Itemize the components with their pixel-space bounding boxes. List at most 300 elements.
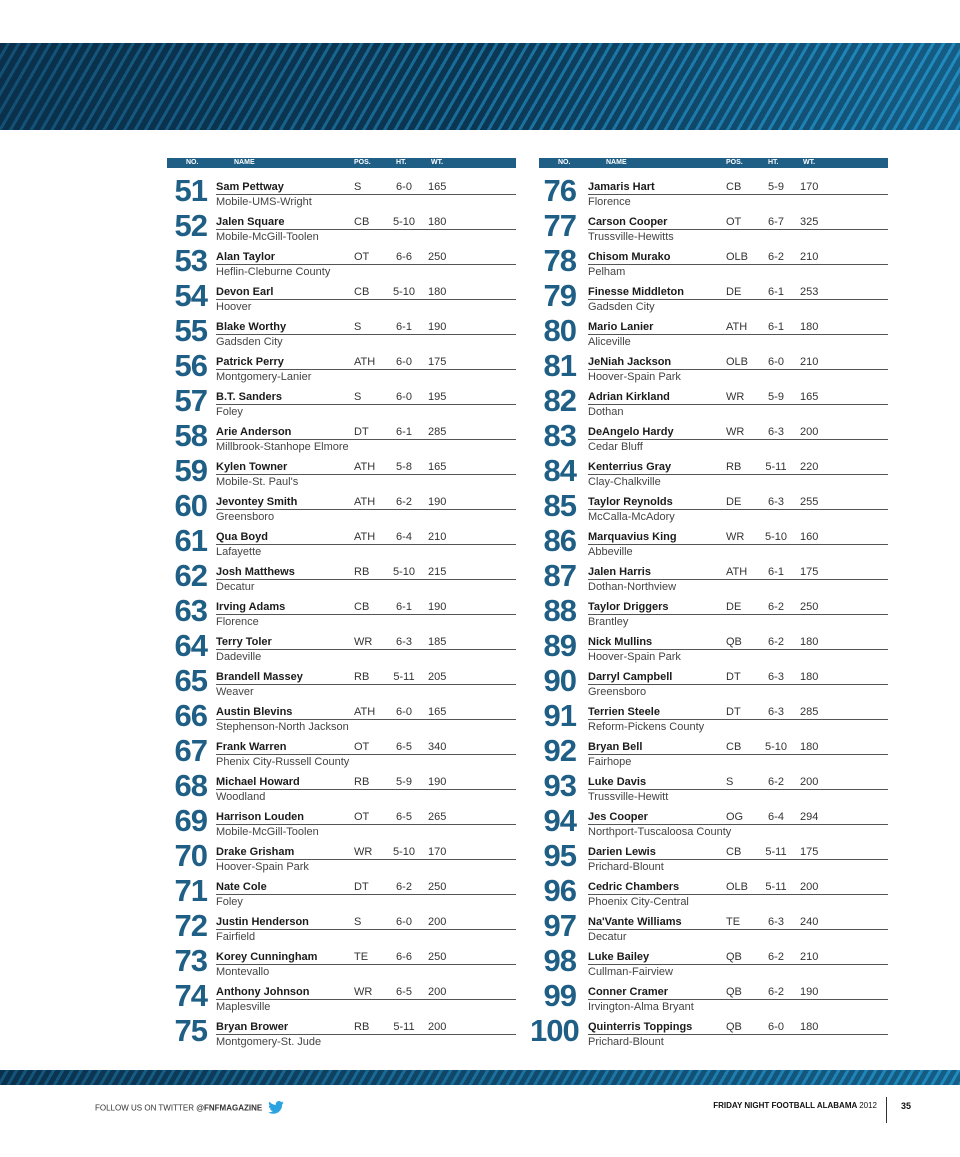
player-number: 71 xyxy=(174,873,207,908)
player-weight: 180 xyxy=(800,636,819,648)
player-school: Greensboro xyxy=(588,686,647,698)
player-height: 6-2 xyxy=(396,496,412,508)
player-row xyxy=(539,553,888,593)
player-position: WR xyxy=(354,636,373,648)
player-weight: 210 xyxy=(800,951,819,963)
row-rule xyxy=(216,1034,516,1035)
player-height: 6-6 xyxy=(396,251,412,263)
player-school: Heflin-Cleburne County xyxy=(216,266,331,278)
player-position: OLB xyxy=(726,251,749,263)
row-rule xyxy=(216,684,516,685)
player-weight: 180 xyxy=(800,741,819,753)
player-position: CB xyxy=(354,601,370,613)
player-school: Weaver xyxy=(216,686,254,698)
player-position: S xyxy=(354,321,362,333)
player-height: 6-6 xyxy=(396,951,412,963)
player-number: 79 xyxy=(543,278,576,313)
player-position: CB xyxy=(354,216,370,228)
player-position: DE xyxy=(726,601,742,613)
player-row xyxy=(539,413,888,453)
header-ht: HT. xyxy=(768,159,779,166)
row-rule xyxy=(216,229,516,230)
player-weight: 165 xyxy=(428,461,447,473)
player-position: RB xyxy=(354,1021,370,1033)
player-row xyxy=(167,693,516,733)
header-pos: POS. xyxy=(726,159,743,166)
row-rule xyxy=(216,789,516,790)
player-number: 60 xyxy=(174,488,207,523)
row-rule xyxy=(216,649,516,650)
row-rule xyxy=(588,404,888,405)
player-row xyxy=(167,203,516,243)
header-ht: HT. xyxy=(396,159,407,166)
player-weight: 165 xyxy=(800,391,819,403)
player-name: Kylen Towner xyxy=(216,461,288,473)
player-name: B.T. Sanders xyxy=(216,391,283,403)
player-position: DT xyxy=(354,881,369,893)
player-name: Harrison Louden xyxy=(216,811,305,823)
player-number: 83 xyxy=(543,418,576,453)
player-school: Northport-Tuscaloosa County xyxy=(588,826,732,838)
player-number: 78 xyxy=(543,243,576,278)
player-position: TE xyxy=(354,951,369,963)
player-weight: 170 xyxy=(800,181,819,193)
row-rule xyxy=(588,894,888,895)
player-position: WR xyxy=(726,531,745,543)
player-number: 86 xyxy=(543,523,576,558)
player-number: 98 xyxy=(543,943,576,978)
player-name: Qua Boyd xyxy=(216,531,268,543)
player-name: Jamaris Hart xyxy=(588,181,655,193)
player-height: 5-10 xyxy=(764,741,788,753)
row-rule xyxy=(588,684,888,685)
player-school: Stephenson-North Jackson xyxy=(216,721,349,733)
player-height: 5-11 xyxy=(765,881,787,893)
row-rule xyxy=(588,754,888,755)
player-name: Patrick Perry xyxy=(216,356,284,368)
player-height: 6-4 xyxy=(396,531,412,543)
player-row xyxy=(539,938,888,978)
player-school: Cullman-Fairview xyxy=(588,966,673,978)
player-name: Mario Lanier xyxy=(588,321,654,333)
player-weight: 180 xyxy=(428,216,447,228)
player-weight: 240 xyxy=(800,916,819,928)
header-name: NAME xyxy=(234,159,255,166)
player-position: S xyxy=(354,181,362,193)
player-name: Finesse Middleton xyxy=(588,286,684,298)
player-position: RB xyxy=(354,776,370,788)
player-number: 63 xyxy=(174,593,207,628)
player-name: Korey Cunningham xyxy=(216,951,318,963)
player-name: Devon Earl xyxy=(216,286,274,298)
player-weight: 190 xyxy=(428,321,447,333)
player-name: Luke Davis xyxy=(588,776,647,788)
player-row xyxy=(530,1008,888,1048)
row-rule xyxy=(216,964,516,965)
player-height: 6-1 xyxy=(768,566,784,578)
player-number: 73 xyxy=(174,943,207,978)
player-name: Jalen Harris xyxy=(588,566,651,578)
player-number: 77 xyxy=(543,208,576,243)
player-school: Decatur xyxy=(588,931,627,943)
player-school: Fairfield xyxy=(216,931,256,943)
player-weight: 185 xyxy=(428,636,447,648)
header-name: NAME xyxy=(606,159,627,166)
player-weight: 200 xyxy=(428,986,447,998)
player-school: Clay-Chalkville xyxy=(588,476,661,488)
row-rule xyxy=(588,579,888,580)
player-school: Millbrook-Stanhope Elmore xyxy=(216,441,349,453)
player-school: Greensboro xyxy=(216,511,275,523)
page-number: 35 xyxy=(901,1101,912,1111)
player-name: Alan Taylor xyxy=(216,251,276,263)
player-height: 6-1 xyxy=(396,601,412,613)
row-rule xyxy=(588,334,888,335)
table-header xyxy=(167,158,516,168)
player-position: DE xyxy=(726,496,742,508)
player-name: Na'Vante Williams xyxy=(588,916,682,928)
player-row xyxy=(167,798,516,838)
header-no: NO. xyxy=(558,159,571,166)
player-position: ATH xyxy=(726,321,748,333)
player-school: Woodland xyxy=(216,791,266,803)
player-name: Brandell Massey xyxy=(216,671,303,683)
player-height: 6-3 xyxy=(768,916,784,928)
player-school: Decatur xyxy=(216,581,255,593)
player-height: 5-9 xyxy=(768,181,784,193)
player-row xyxy=(167,1008,516,1048)
twitter-handle[interactable]: @FNFMAGAZINE xyxy=(196,1103,263,1113)
player-school: Mobile-UMS-Wright xyxy=(216,196,312,208)
player-school: Lafayette xyxy=(216,546,262,558)
player-height: 6-0 xyxy=(768,356,784,368)
player-number: 97 xyxy=(543,908,576,943)
player-name: Bryan Brower xyxy=(216,1021,289,1033)
player-school: Abbeville xyxy=(588,546,633,558)
player-number: 81 xyxy=(543,348,576,383)
player-height: 6-0 xyxy=(396,916,412,928)
player-weight: 175 xyxy=(428,356,447,368)
player-number: 99 xyxy=(543,978,576,1013)
row-rule xyxy=(588,859,888,860)
row-rule xyxy=(216,194,516,195)
player-name: Marquavius King xyxy=(588,531,677,543)
twitter-bird-icon xyxy=(268,1101,284,1116)
player-number: 58 xyxy=(174,418,207,453)
player-row xyxy=(539,203,888,243)
player-name: Justin Henderson xyxy=(216,916,309,928)
player-name: Sam Pettway xyxy=(216,181,284,193)
player-weight: 190 xyxy=(428,776,447,788)
player-name: Terrien Steele xyxy=(588,706,660,718)
row-rule xyxy=(216,439,516,440)
player-weight: 180 xyxy=(428,286,447,298)
row-rule xyxy=(588,264,888,265)
player-school: Phenix City-Russell County xyxy=(216,756,350,768)
player-row xyxy=(539,728,888,768)
player-position: OT xyxy=(726,216,742,228)
player-name: Conner Cramer xyxy=(588,986,669,998)
player-school: Pelham xyxy=(588,266,626,278)
player-position: RB xyxy=(726,461,742,473)
player-height: 6-5 xyxy=(396,986,412,998)
player-number: 56 xyxy=(174,348,207,383)
player-row xyxy=(167,623,516,663)
player-position: QB xyxy=(726,951,742,963)
player-number: 68 xyxy=(174,768,207,803)
player-weight: 205 xyxy=(428,671,447,683)
player-number: 52 xyxy=(174,208,207,243)
player-school: Gadsden City xyxy=(216,336,283,348)
player-weight: 200 xyxy=(800,881,819,893)
player-weight: 210 xyxy=(428,531,447,543)
player-number: 74 xyxy=(174,978,207,1013)
player-row xyxy=(167,483,516,523)
player-school: Dadeville xyxy=(216,651,262,663)
player-height: 6-7 xyxy=(768,216,784,228)
player-row xyxy=(167,343,516,383)
player-weight: 265 xyxy=(428,811,447,823)
player-school: Hoover-Spain Park xyxy=(588,651,681,663)
player-number: 90 xyxy=(543,663,576,698)
player-name: Frank Warren xyxy=(216,741,287,753)
publication-year: 2012 xyxy=(859,1101,877,1110)
player-position: CB xyxy=(726,846,742,858)
player-height: 5-11 xyxy=(765,846,787,858)
player-weight: 180 xyxy=(800,1021,819,1033)
player-number: 96 xyxy=(543,873,576,908)
player-position: QB xyxy=(726,986,742,998)
player-number: 53 xyxy=(174,243,207,278)
player-number: 88 xyxy=(543,593,576,628)
player-position: OT xyxy=(354,251,370,263)
player-height: 6-2 xyxy=(768,601,784,613)
player-school: Foley xyxy=(216,406,243,418)
player-number: 82 xyxy=(543,383,576,418)
player-number: 93 xyxy=(543,768,576,803)
player-row xyxy=(539,693,888,733)
header-wt: WT. xyxy=(431,159,444,166)
player-row xyxy=(539,833,888,873)
player-row xyxy=(167,273,516,313)
player-height: 6-3 xyxy=(768,426,784,438)
player-row xyxy=(167,903,516,943)
player-weight: 210 xyxy=(800,251,819,263)
player-height: 5-9 xyxy=(768,391,784,403)
player-position: WR xyxy=(726,391,745,403)
row-rule xyxy=(588,1034,888,1035)
player-weight: 210 xyxy=(800,356,819,368)
player-row xyxy=(539,378,888,418)
player-school: Gadsden City xyxy=(588,301,655,313)
player-row xyxy=(167,868,516,908)
player-weight: 250 xyxy=(428,951,447,963)
row-rule xyxy=(216,334,516,335)
row-rule xyxy=(216,544,516,545)
row-rule xyxy=(588,194,888,195)
player-name: Irving Adams xyxy=(216,601,286,613)
player-school: Hoover-Spain Park xyxy=(588,371,681,383)
player-name: Luke Bailey xyxy=(588,951,650,963)
row-rule xyxy=(588,964,888,965)
player-row xyxy=(167,518,516,558)
player-height: 6-3 xyxy=(396,636,412,648)
player-position: S xyxy=(354,916,362,928)
player-school: Cedar Bluff xyxy=(588,441,643,453)
header-wt: WT. xyxy=(803,159,816,166)
player-height: 6-2 xyxy=(768,951,784,963)
player-row xyxy=(167,973,516,1013)
player-number: 51 xyxy=(174,173,207,208)
player-row xyxy=(167,448,516,488)
table-header xyxy=(539,158,888,168)
player-name: Cedric Chambers xyxy=(588,881,680,893)
player-name: Jes Cooper xyxy=(588,811,648,823)
player-name: Taylor Driggers xyxy=(588,601,669,613)
player-row xyxy=(539,518,888,558)
player-school: Fairhope xyxy=(588,756,632,768)
player-name: Taylor Reynolds xyxy=(588,496,673,508)
player-position: QB xyxy=(726,1021,742,1033)
player-school: Prichard-Blount xyxy=(588,1036,664,1048)
player-weight: 253 xyxy=(800,286,819,298)
player-row xyxy=(167,833,516,873)
player-height: 6-1 xyxy=(768,321,784,333)
player-name: Jevontey Smith xyxy=(216,496,298,508)
player-row xyxy=(539,623,888,663)
row-rule xyxy=(216,369,516,370)
player-height: 5-11 xyxy=(393,1021,415,1033)
row-rule xyxy=(588,789,888,790)
player-height: 6-0 xyxy=(396,181,412,193)
row-rule xyxy=(588,369,888,370)
player-height: 6-0 xyxy=(396,356,412,368)
player-school: Prichard-Blount xyxy=(588,861,664,873)
player-number: 100 xyxy=(530,1013,579,1048)
player-position: S xyxy=(354,391,362,403)
player-weight: 165 xyxy=(428,181,447,193)
player-name: Kenterrius Gray xyxy=(588,461,672,473)
row-rule xyxy=(216,754,516,755)
player-position: WR xyxy=(726,426,745,438)
player-position: RB xyxy=(354,566,370,578)
row-rule xyxy=(588,299,888,300)
header-no: NO. xyxy=(186,159,199,166)
player-school: Mobile-St. Paul's xyxy=(216,476,299,488)
player-height: 6-3 xyxy=(768,496,784,508)
player-height: 5-9 xyxy=(396,776,412,788)
player-position: CB xyxy=(354,286,370,298)
player-position: WR xyxy=(354,986,373,998)
player-school: Trussville-Hewitts xyxy=(588,231,674,243)
player-position: OLB xyxy=(726,356,749,368)
player-position: S xyxy=(726,776,734,788)
player-school: Reform-Pickens County xyxy=(588,721,705,733)
player-weight: 165 xyxy=(428,706,447,718)
player-row xyxy=(167,588,516,628)
player-height: 5-11 xyxy=(765,461,787,473)
player-height: 5-10 xyxy=(392,286,416,298)
player-name: Austin Blevins xyxy=(216,706,293,718)
player-row xyxy=(539,448,888,488)
player-row xyxy=(167,168,516,208)
player-row xyxy=(539,868,888,908)
header-stripe-banner xyxy=(0,43,960,130)
header-pos: POS. xyxy=(354,159,371,166)
row-rule xyxy=(588,824,888,825)
player-position: OT xyxy=(354,741,370,753)
footer-divider xyxy=(886,1097,887,1123)
player-row xyxy=(167,308,516,348)
player-position: CB xyxy=(726,741,742,753)
player-position: ATH xyxy=(726,566,748,578)
player-row xyxy=(167,728,516,768)
player-height: 6-2 xyxy=(768,636,784,648)
row-rule xyxy=(588,474,888,475)
player-name: Jalen Square xyxy=(216,216,285,228)
player-weight: 160 xyxy=(800,531,819,543)
player-number: 84 xyxy=(543,453,576,488)
player-school: Brantley xyxy=(588,616,629,628)
player-weight: 200 xyxy=(428,916,447,928)
player-weight: 200 xyxy=(428,1021,447,1033)
player-number: 70 xyxy=(174,838,207,873)
player-row xyxy=(167,763,516,803)
row-rule xyxy=(216,614,516,615)
player-name: Nick Mullins xyxy=(588,636,653,648)
row-rule xyxy=(216,579,516,580)
row-rule xyxy=(216,824,516,825)
player-weight: 200 xyxy=(800,776,819,788)
player-number: 69 xyxy=(174,803,207,838)
player-height: 6-0 xyxy=(396,706,412,718)
player-height: 6-5 xyxy=(396,811,412,823)
player-number: 61 xyxy=(174,523,207,558)
player-position: ATH xyxy=(354,706,376,718)
player-position: ATH xyxy=(354,496,376,508)
player-number: 91 xyxy=(543,698,576,733)
player-school: Aliceville xyxy=(588,336,631,348)
player-height: 6-2 xyxy=(768,986,784,998)
player-weight: 170 xyxy=(428,846,447,858)
player-name: Terry Toler xyxy=(216,636,272,648)
player-height: 5-10 xyxy=(392,566,416,578)
player-height: 6-1 xyxy=(768,286,784,298)
player-height: 5-8 xyxy=(396,461,412,473)
row-rule xyxy=(216,929,516,930)
row-rule xyxy=(216,404,516,405)
player-name: Darien Lewis xyxy=(588,846,656,858)
player-position: ATH xyxy=(354,461,376,473)
player-number: 94 xyxy=(543,803,576,838)
player-school: Irvington-Alma Bryant xyxy=(588,1001,694,1013)
player-name: DeAngelo Hardy xyxy=(588,426,674,438)
player-row xyxy=(167,553,516,593)
player-name: Darryl Campbell xyxy=(588,671,673,683)
row-rule xyxy=(588,929,888,930)
player-row xyxy=(539,343,888,383)
player-row xyxy=(167,378,516,418)
player-school: Mobile-McGill-Toolen xyxy=(216,231,319,243)
player-number: 65 xyxy=(174,663,207,698)
player-number: 59 xyxy=(174,453,207,488)
player-row xyxy=(539,588,888,628)
player-position: CB xyxy=(726,181,742,193)
player-weight: 215 xyxy=(428,566,447,578)
row-rule xyxy=(588,229,888,230)
player-position: OLB xyxy=(726,881,749,893)
footer-stripe-banner xyxy=(0,1070,960,1085)
